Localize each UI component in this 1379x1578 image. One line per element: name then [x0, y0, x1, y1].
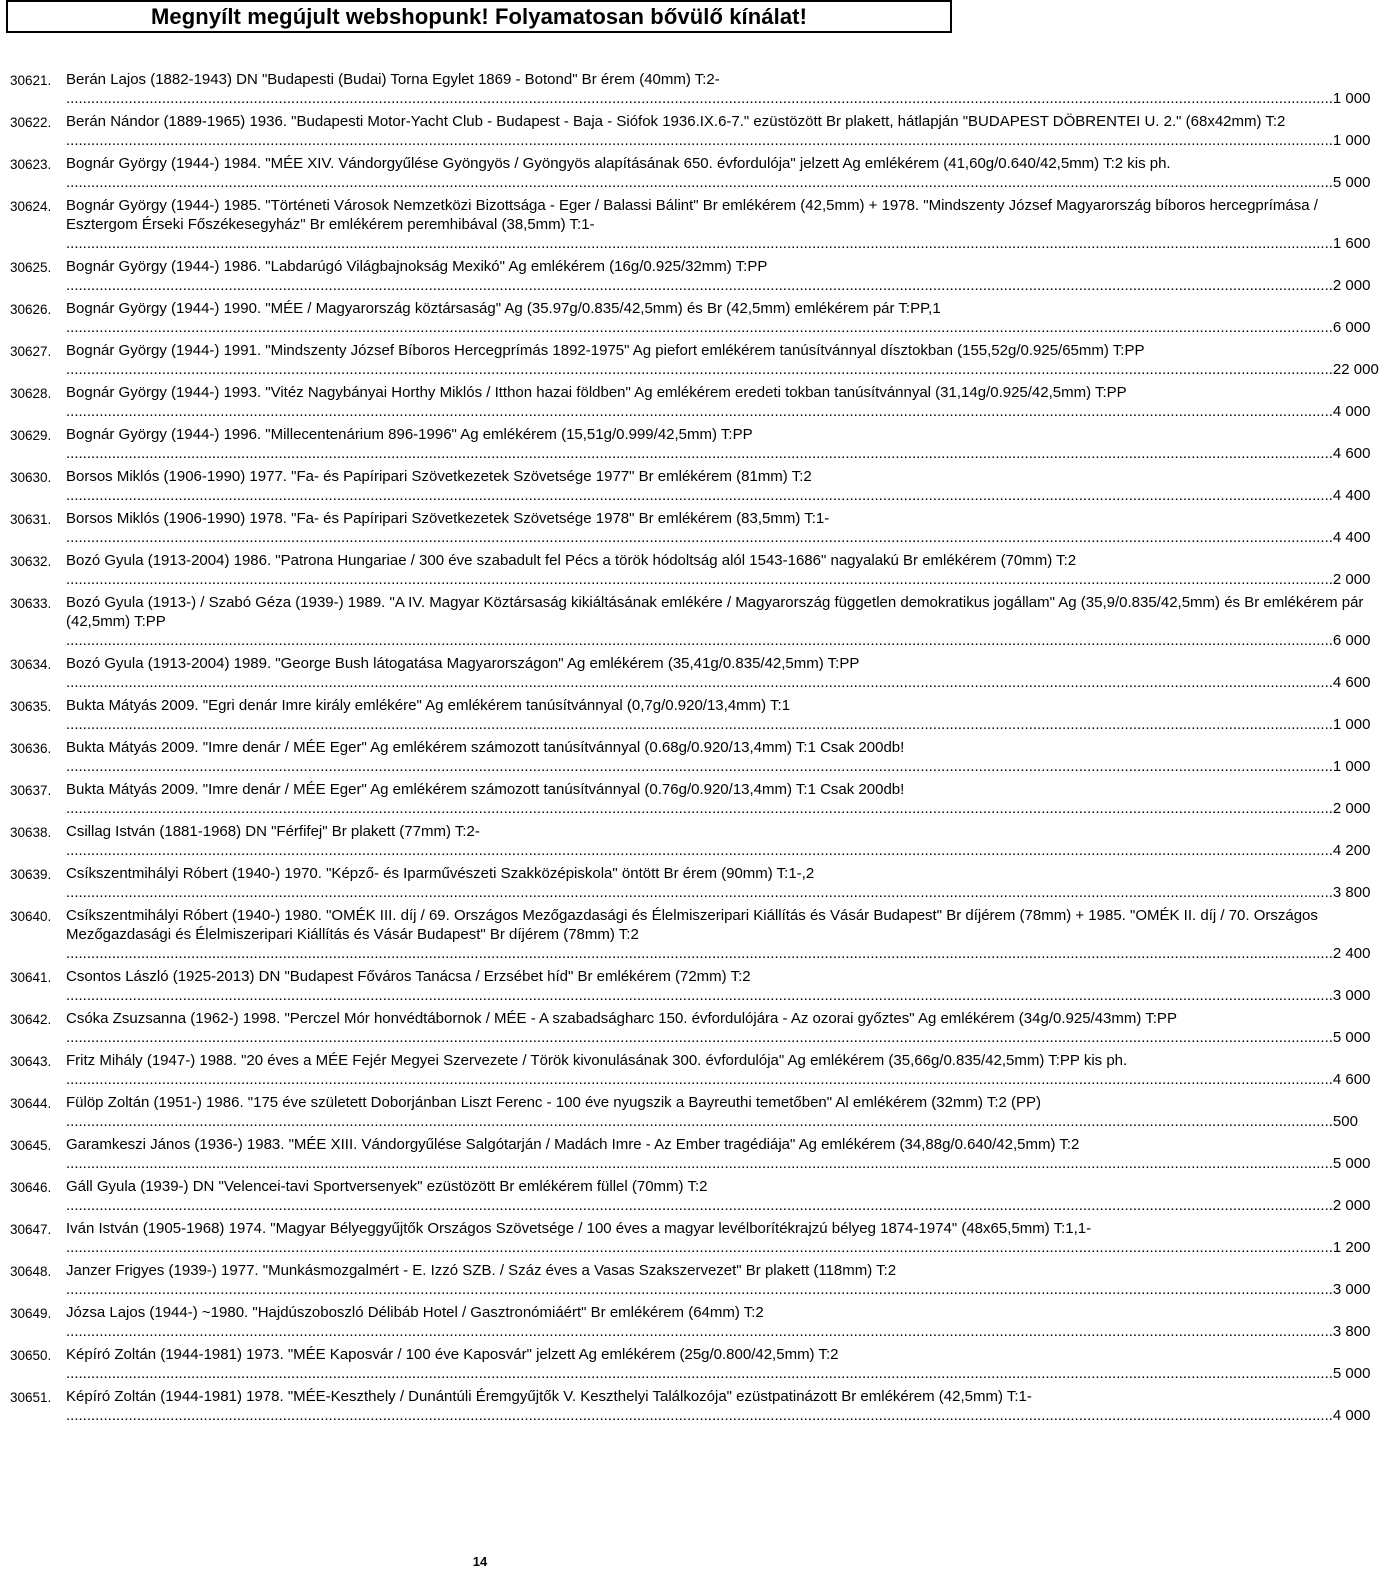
item-body: [66, 696, 1370, 734]
item-price: 4 400: [1332, 529, 1371, 546]
item-price: 6 000: [1332, 319, 1371, 336]
item-description: Janzer Frigyes (1939-) 1977. "Munkásmozgalmért - E. Izzó SZB. / Száz éves a Vasas Szakszervezet" Br plakett (118mm) T:2: [66, 1262, 897, 1279]
item-price: 1 000: [1332, 758, 1371, 775]
item-price: 500: [1332, 1113, 1358, 1130]
price-line: [66, 89, 1370, 108]
item-price: 2 000: [1332, 277, 1371, 294]
catalog-list: [10, 70, 1379, 1429]
leader-dots: [66, 402, 1333, 421]
item-price: 1 200: [1332, 1239, 1371, 1256]
item-body: [66, 1303, 1370, 1341]
item-body: [66, 154, 1370, 192]
catalog-item: [10, 1387, 1371, 1425]
price-line: [66, 757, 1370, 776]
leader-dots: [66, 318, 1333, 337]
item-description: Bukta Mátyás 2009. "Imre denár / MÉE Eger" Ag emlékérem számozott tanúsítvánnyal (0.68g/0.920/13,4mm) T:1 Csak 200db!: [66, 739, 905, 756]
item-description: Csillag István (1881-1968) DN "Férfifej" Br plakett (77mm) T:2-: [66, 823, 480, 840]
item-price: 5 000: [1332, 174, 1371, 191]
leader-dots: [66, 944, 1333, 963]
lot-number: 30635.: [10, 699, 52, 714]
leader-dots: [66, 1238, 1333, 1257]
item-body: [66, 780, 1370, 818]
leader-dots: [66, 715, 1333, 734]
item-body: [66, 1135, 1370, 1173]
item-body: [66, 425, 1370, 463]
lot-number: 30628.: [10, 386, 52, 401]
price-line: [66, 276, 1370, 295]
leader-dots: [66, 883, 1333, 902]
item-description: Iván István (1905-1968) 1974. "Magyar Bélyeggyűjtők Országos Szövetsége / 100 éves a magyar levélborítékrajzú bélyeg 1874-1974" (48x65,5mm) T:1,1-: [66, 1220, 1092, 1237]
price-line: [66, 570, 1370, 589]
item-body: [66, 112, 1370, 150]
leader-dots: [66, 234, 1333, 253]
item-price: 4 400: [1332, 487, 1371, 504]
price-line: [66, 799, 1370, 818]
lot-number: 30636.: [10, 741, 52, 756]
item-price: 6 000: [1332, 632, 1371, 649]
item-price: 4 000: [1332, 1407, 1371, 1424]
price-line: [66, 486, 1370, 505]
leader-dots: [66, 1154, 1333, 1173]
item-body: [66, 864, 1370, 902]
catalog-item: [10, 70, 1371, 108]
catalog-item: [10, 906, 1371, 963]
price-line: [66, 1028, 1370, 1047]
leader-dots: [66, 173, 1333, 192]
item-price: 3 800: [1332, 1323, 1371, 1340]
price-line: [66, 1406, 1370, 1425]
catalog-item: [10, 1303, 1371, 1341]
item-price: 1 600: [1332, 235, 1371, 252]
item-description: Józsa Lajos (1944-) ~1980. "Hajdúszoboszló Délibáb Hotel / Gasztronómiáért" Br emlékérem (64mm) T:2: [66, 1304, 764, 1321]
item-body: [66, 383, 1370, 421]
lot-number: 30633.: [10, 596, 52, 611]
catalog-item: [10, 1051, 1371, 1089]
price-line: [66, 444, 1370, 463]
item-price: 5 000: [1332, 1029, 1371, 1046]
leader-dots: [66, 1070, 1333, 1089]
catalog-item: [10, 1219, 1371, 1257]
lot-number: 30638.: [10, 825, 52, 840]
announcement-banner: [6, 0, 952, 33]
price-line: [66, 1280, 1370, 1299]
catalog-item: [10, 1093, 1358, 1131]
catalog-item: [10, 1261, 1371, 1299]
price-line: [66, 986, 1370, 1005]
page-number: 14: [472, 1554, 488, 1569]
item-price: 4 600: [1332, 674, 1371, 691]
leader-dots: [66, 841, 1333, 860]
catalog-item: [10, 154, 1371, 192]
item-description: Fritz Mihály (1947-) 1988. "20 éves a MÉE Fejér Megyei Szervezete / Török kivonulásának 300. évfordulója" Ag emlékérem (35,66g/0.835/42,5mm) T:PP kis ph.: [66, 1052, 1128, 1069]
catalog-item: [10, 257, 1371, 295]
price-line: [66, 1196, 1370, 1215]
catalog-item: [10, 864, 1371, 902]
price-line: [66, 1112, 1358, 1131]
item-description: Bognár György (1944-) 1984. "MÉE XIV. Vándorgyűlése Gyöngyös / Gyöngyös alapításának 650. évfordulója" jelzett Ag emlékérem (41,60g/0.640/42,5mm) T:2 kis ph.: [66, 155, 1171, 172]
item-body: [66, 257, 1370, 295]
price-line: [66, 944, 1370, 963]
price-line: [66, 318, 1370, 337]
item-price: 4 200: [1332, 842, 1371, 859]
price-line: [66, 528, 1370, 547]
item-price: 22 000: [1332, 361, 1379, 378]
catalog-item: [10, 967, 1371, 1005]
leader-dots: [66, 1364, 1333, 1383]
catalog-item: [10, 1177, 1371, 1215]
lot-number: 30626.: [10, 302, 52, 317]
price-line: [66, 131, 1370, 150]
item-description: Borsos Miklós (1906-1990) 1977. "Fa- és Papíripari Szövetkezetek Szövetsége 1977" Br emlékérem (81mm) T:2: [66, 468, 812, 485]
lot-number: 30622.: [10, 115, 52, 130]
item-body: [66, 1051, 1370, 1089]
lot-number: 30634.: [10, 657, 52, 672]
item-description: Berán Lajos (1882-1943) DN "Budapesti (Budai) Torna Egylet 1869 - Botond" Br érem (40mm) T:2-: [66, 71, 720, 88]
item-description: Képíró Zoltán (1944-1981) 1978. "MÉE-Keszthely / Dunántúli Éremgyűjtők V. Keszthelyi Találkozója" ezüstpatinázott Br emlékérem (42,5mm) T:1-: [66, 1388, 1032, 1405]
item-description: Bukta Mátyás 2009. "Imre denár / MÉE Eger" Ag emlékérem számozott tanúsítvánnyal (0.76g/0.920/13,4mm) T:1 Csak 200db!: [66, 781, 905, 798]
price-line: [66, 883, 1370, 902]
leader-dots: [66, 799, 1333, 818]
item-body: [66, 467, 1370, 505]
lot-number: 30651.: [10, 1390, 52, 1405]
item-body: [66, 906, 1370, 963]
catalog-item: [10, 593, 1371, 650]
catalog-item: [10, 467, 1371, 505]
item-price: 2 000: [1332, 1197, 1371, 1214]
lot-number: 30645.: [10, 1138, 52, 1153]
item-description: Csíkszentmihályi Róbert (1940-) 1970. "Képző- és Iparművészeti Szakközépiskola" öntött Br érem (90mm) T:1-,2: [66, 865, 815, 882]
catalog-item: [10, 341, 1379, 379]
lot-number: 30644.: [10, 1096, 52, 1111]
item-body: [66, 299, 1370, 337]
item-body: [66, 1345, 1370, 1383]
price-line: [66, 841, 1370, 860]
price-line: [66, 402, 1370, 421]
item-price: 4 600: [1332, 1071, 1371, 1088]
price-line: [66, 1238, 1370, 1257]
item-description: Berán Nándor (1889-1965) 1936. "Budapesti Motor-Yacht Club - Budapest - Baja - Siófok 1936.IX.6-7." ezüstözött Br plakett, hátlapján "BUDAPEST DÖBRENTEI U. 2." (68x42mm) T:2: [66, 113, 1286, 130]
item-description: Fülöp Zoltán (1951-) 1986. "175 éve született Doborjánban Liszt Ferenc - 100 éve nyugszik a Bayreuthi temetőben" Al emlékérem (32mm) T:2 (PP): [66, 1094, 1042, 1111]
catalog-item: [10, 696, 1371, 734]
item-description: Bozó Gyula (1913-) / Szabó Géza (1939-) 1989. "A IV. Magyar Köztársaság kikiáltásának emlékére / Magyarország független demokratikus jogállam" Ag (35,9/0.835/42,5mm) és Br emlékérem pár (42,5mm) T:PP: [66, 594, 1364, 630]
price-line: [66, 1364, 1370, 1383]
lot-number: 30632.: [10, 554, 52, 569]
item-price: 1 000: [1332, 716, 1371, 733]
catalog-item: [10, 551, 1371, 589]
item-description: Bognár György (1944-) 1985. "Történeti Városok Nemzetközi Bizottsága - Eger / Balassi Bálint" Br emlékérem (42,5mm) + 1978. "Mindszenty József Magyarország bíboros hercegprímása / Esztergom Érseki Főszékesegyház" Br emlékérem peremhibával (38,5mm) T:1-: [66, 197, 1318, 233]
leader-dots: [66, 757, 1333, 776]
item-price: 5 000: [1332, 1365, 1371, 1382]
price-line: [66, 1070, 1370, 1089]
leader-dots: [66, 986, 1333, 1005]
leader-dots: [66, 1196, 1333, 1215]
lot-number: 30631.: [10, 512, 52, 527]
item-description: Bukta Mátyás 2009. "Egri denár Imre király emlékére" Ag emlékérem tanúsítvánnyal (0,7g/0.920/13,4mm) T:1: [66, 697, 791, 714]
lot-number: 30624.: [10, 199, 52, 214]
item-body: [66, 551, 1370, 589]
item-price: 1 000: [1332, 132, 1371, 149]
price-line: [66, 173, 1370, 192]
catalog-item: [10, 738, 1371, 776]
lot-number: 30640.: [10, 909, 52, 924]
price-line: [66, 631, 1370, 650]
banner-text: Megnyílt megújult webshopunk! Folyamatosan bővülő kínálat!: [150, 3, 808, 29]
item-body: [66, 341, 1379, 379]
item-body: [66, 1261, 1370, 1299]
item-description: Bognár György (1944-) 1993. "Vitéz Nagybányai Horthy Miklós / Itthon hazai földben" Ag emlékérem eredeti tokban tanúsítvánnyal (31,14g/0.925/42,5mm) T:PP: [66, 384, 1127, 401]
catalog-item: [10, 822, 1371, 860]
lot-number: 30629.: [10, 428, 52, 443]
item-price: 4 000: [1332, 403, 1371, 420]
item-description: Képíró Zoltán (1944-1981) 1973. "MÉE Kaposvár / 100 éve Kaposvár" jelzett Ag emlékérem (25g/0.800/42,5mm) T:2: [66, 1346, 839, 1363]
item-body: [66, 593, 1370, 650]
item-description: Csíkszentmihályi Róbert (1940-) 1980. "OMÉK III. díj / 69. Országos Mezőgazdasági és Élelmiszeripari Kiállítás és Vásár Budapest" Br díjérem (78mm) + 1985. "OMÉK II. díj / 70. Országos Mezőgazdasági és Élelmiszeripari Kiállítás és Vásár Budapest" Br díjérem (78mm) T:2: [66, 907, 1318, 943]
item-price: 2 000: [1332, 571, 1371, 588]
item-description: Garamkeszi János (1936-) 1983. "MÉE XIII. Vándorgyűlése Salgótarján / Madách Imre - Az Ember tragédiája" Ag emlékérem (34,88g/0.640/42,5mm) T:2: [66, 1136, 1080, 1153]
lot-number: 30641.: [10, 970, 52, 985]
price-line: [66, 360, 1379, 379]
item-price: 5 000: [1332, 1155, 1371, 1172]
lot-number: 30650.: [10, 1348, 52, 1363]
lot-number: 30621.: [10, 73, 52, 88]
leader-dots: [66, 1322, 1333, 1341]
item-price: 1 000: [1332, 90, 1371, 107]
item-body: [66, 738, 1370, 776]
item-description: Bognár György (1944-) 1991. "Mindszenty József Bíboros Hercegprímás 1892-1975" Ag piefort emlékérem tanúsítvánnyal dísztokban (155,52g/0.925/65mm) T:PP: [66, 342, 1145, 359]
item-description: Csontos László (1925-2013) DN "Budapest Főváros Tanácsa / Erzsébet híd" Br emlékérem (72mm) T:2: [66, 968, 751, 985]
item-description: Bognár György (1944-) 1986. "Labdarúgó Világbajnokság Mexikó" Ag emlékérem (16g/0.925/32mm) T:PP: [66, 258, 768, 275]
catalog-item: [10, 383, 1371, 421]
item-price: 3 800: [1332, 884, 1371, 901]
lot-number: 30637.: [10, 783, 52, 798]
item-body: [66, 1177, 1370, 1215]
catalog-item: [10, 1345, 1371, 1383]
item-description: Bozó Gyula (1913-2004) 1986. "Patrona Hungariae / 300 éve szabadult fel Pécs a török hódoltság alól 1543-1686" nagyalakú Br emlékérem (70mm) T:2: [66, 552, 1077, 569]
lot-number: 30649.: [10, 1306, 52, 1321]
lot-number: 30625.: [10, 260, 52, 275]
lot-number: 30648.: [10, 1264, 52, 1279]
item-price: 2 000: [1332, 800, 1371, 817]
leader-dots: [66, 1406, 1333, 1425]
price-line: [66, 673, 1370, 692]
leader-dots: [66, 528, 1333, 547]
item-body: [66, 509, 1370, 547]
item-body: [66, 1093, 1358, 1131]
catalog-item: [10, 112, 1371, 150]
leader-dots: [66, 673, 1333, 692]
lot-number: 30642.: [10, 1012, 52, 1027]
catalog-item: [10, 654, 1371, 692]
lot-number: 30646.: [10, 1180, 52, 1195]
lot-number: 30630.: [10, 470, 52, 485]
catalog-item: [10, 299, 1371, 337]
item-description: Borsos Miklós (1906-1990) 1978. "Fa- és Papíripari Szövetkezetek Szövetsége 1978" Br emlékérem (83,5mm) T:1-: [66, 510, 830, 527]
item-body: [66, 654, 1370, 692]
price-line: [66, 1322, 1370, 1341]
item-body: [66, 196, 1370, 253]
catalog-item: [10, 1009, 1371, 1047]
leader-dots: [66, 276, 1333, 295]
leader-dots: [66, 570, 1333, 589]
catalog-item: [10, 780, 1371, 818]
item-price: 4 600: [1332, 445, 1371, 462]
item-body: [66, 822, 1370, 860]
item-description: Gáll Gyula (1939-) DN "Velencei-tavi Sportversenyek" ezüstözött Br emlékérem füllel (70mm) T:2: [66, 1178, 708, 1195]
leader-dots: [66, 486, 1333, 505]
leader-dots: [66, 360, 1333, 379]
item-description: Bozó Gyula (1913-2004) 1989. "George Bush látogatása Magyarországon" Ag emlékérem (35,41g/0.835/42,5mm) T:PP: [66, 655, 860, 672]
item-description: Csóka Zsuzsanna (1962-) 1998. "Perczel Mór honvédtábornok / MÉE - A szabadságharc 150. évfordulójára - Az ozorai győztes" Ag emlékérem (34g/0.925/43mm) T:PP: [66, 1010, 1177, 1027]
item-body: [66, 967, 1370, 1005]
leader-dots: [66, 1028, 1333, 1047]
lot-number: 30643.: [10, 1054, 52, 1069]
lot-number: 30647.: [10, 1222, 52, 1237]
item-body: [66, 1009, 1370, 1047]
item-body: [66, 1387, 1370, 1425]
price-line: [66, 715, 1370, 734]
catalog-item: [10, 509, 1371, 547]
leader-dots: [66, 1280, 1333, 1299]
lot-number: 30623.: [10, 157, 52, 172]
price-line: [66, 1154, 1370, 1173]
leader-dots: [66, 631, 1333, 650]
price-line: [66, 234, 1370, 253]
item-description: Bognár György (1944-) 1996. "Millecentenárium 896-1996" Ag emlékérem (15,51g/0.999/42,5mm) T:PP: [66, 426, 753, 443]
catalog-item: [10, 1135, 1371, 1173]
item-body: [66, 1219, 1370, 1257]
lot-number: 30627.: [10, 344, 52, 359]
leader-dots: [66, 444, 1333, 463]
item-body: [66, 70, 1370, 108]
leader-dots: [66, 1112, 1333, 1131]
item-price: 3 000: [1332, 1281, 1371, 1298]
catalog-item: [10, 196, 1371, 253]
lot-number: 30639.: [10, 867, 52, 882]
catalog-item: [10, 425, 1371, 463]
item-price: 2 400: [1332, 945, 1371, 962]
item-price: 3 000: [1332, 987, 1371, 1004]
item-description: Bognár György (1944-) 1990. "MÉE / Magyarország köztársaság" Ag (35.97g/0.835/42,5mm) és Br (42,5mm) emlékérem pár T:PP,1: [66, 300, 941, 317]
leader-dots: [66, 131, 1333, 150]
leader-dots: [66, 89, 1333, 108]
